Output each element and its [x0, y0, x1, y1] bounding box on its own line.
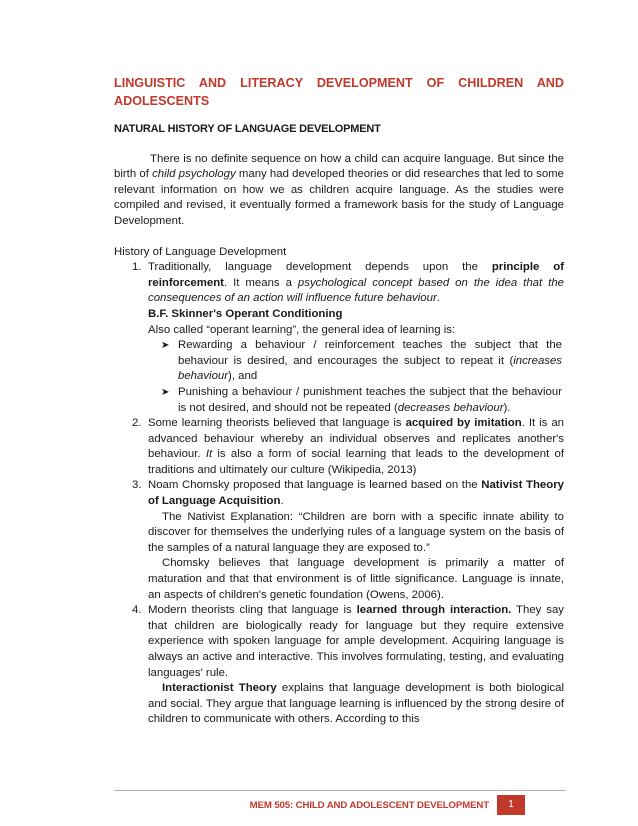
- bullet-1-text-a: Rewarding a behaviour / reinforcement teaches the subject that the behaviour is desired, and encourages the subject to repeat it (: [178, 339, 562, 367]
- item-2-text-a: Some learning theorists believed that language is: [148, 417, 406, 430]
- intro-text-2: many had developed theories or did researches that led to some relevant information on how we as children acquire language. As the studies were compiled and revised, it eventually formed a framework basis for the study of Language Development.: [114, 168, 564, 227]
- item-1-italic: psychological concept based on the idea that the consequences of an action will influence future behaviour: [148, 276, 564, 305]
- item-4-bold: learned through interaction.: [356, 604, 512, 617]
- item-1-text: [148, 260, 564, 307]
- item-2-text-c: is also a form of social learning that leads to the development of traditions and ultimately our culture (Wikipedia, 2013): [148, 448, 564, 476]
- list-item-2: [114, 416, 564, 478]
- document-page: [114, 74, 564, 728]
- history-list: [114, 260, 564, 728]
- operant-intro: Also called “operant learning”, the general idea of learning is:: [148, 323, 456, 336]
- nativist-explanation: The Nativist Explanation: “Children are born with a specific innate ability to discover for themselves the underlying rules of a language system on the basis of the samples of a natural language they are exposed to.”: [148, 510, 564, 554]
- section-heading: NATURAL HISTORY OF LANGUAGE DEVELOPMENT: [114, 123, 381, 135]
- item-4-text: [148, 603, 564, 681]
- intro-emphasis: child psychology: [152, 168, 236, 181]
- item-1-text-a: Traditionally, language development depends upon the: [148, 261, 492, 274]
- bullet-item: [148, 385, 564, 416]
- bullet-2-italic: decreases behaviour: [397, 401, 504, 414]
- item-2-italic: It: [205, 448, 213, 461]
- document-title: LINGUISTIC AND LITERACY DEVELOPMENT OF CHILDREN AND ADOLESCENTS: [114, 76, 564, 108]
- item-number: 4.: [132, 604, 142, 617]
- interactionist-paragraph: [148, 681, 564, 728]
- item-2-text: [148, 416, 564, 478]
- list-item-1: [114, 260, 564, 416]
- item-3-text-b: .: [280, 495, 284, 508]
- interactionist-bold: Interactionist Theory: [162, 682, 277, 695]
- item-2-bold: acquired by imitation: [405, 417, 522, 430]
- item-4-text-a: Modern theorists cling that language is: [148, 604, 357, 617]
- item-number: 2.: [132, 417, 142, 430]
- item-1-text-b: . It means a: [223, 276, 298, 289]
- arrow-bullet-icon: ➤: [161, 340, 170, 352]
- item-3-bold: Nativist Theory of Language Acquisition: [148, 479, 564, 508]
- item-4-text-b: They say that children are biologically ready for language but they require extensive experience with spoken language for ample development. Acquiring language is always an active and interactive. This involves formulating, testing, and evaluating languages' rule.: [148, 604, 564, 679]
- skinner-heading: B.F. Skinner's Operant Conditioning: [148, 307, 343, 320]
- chomsky-belief: Chomsky believes that language development is primarily a matter of maturation and that that environment is of little significance. Language is innate, an aspects of children's genetic foundation (Owens, 2006).: [148, 557, 564, 601]
- interactionist-text: explains that language development is both biological and social. They argue that language learning is influenced by the strong desire of children to communicate with others. According to this: [148, 682, 564, 726]
- item-3-text-a: Noam Chomsky proposed that language is learned based on the: [148, 479, 482, 492]
- list-item-4: [114, 603, 564, 728]
- item-3-text: [148, 478, 564, 509]
- bullet-1-text-b: ), and: [228, 370, 258, 383]
- list-item-3: [114, 478, 564, 603]
- history-label: History of Language Development: [114, 245, 287, 258]
- item-1-bold: principle of reinforcement: [148, 261, 564, 289]
- bullet-2-text-a: Punishing a behaviour / punishment teaches the subject that the behaviour is not desired, and should not be repeated (: [178, 385, 562, 414]
- page-footer: [250, 795, 525, 815]
- intro-text-1: There is no definite sequence on how a child can acquire language. But since the birth of: [114, 152, 564, 181]
- item-number: 3.: [132, 479, 142, 492]
- footer-divider: [114, 790, 566, 791]
- bullet-1-italic: increases behaviour: [178, 354, 562, 383]
- item-2-text-b: . It is an advanced behaviour whereby an individual observes and replicates another's behaviour.: [148, 417, 564, 461]
- page-number: 1: [497, 795, 525, 815]
- item-1-text-c: .: [436, 292, 440, 305]
- arrow-bullet-icon: ➤: [161, 386, 170, 398]
- intro-paragraph: [114, 152, 564, 230]
- footer-course-label: MEM 505: CHILD AND ADOLESCENT DEVELOPMENT: [249, 799, 489, 811]
- bullet-2-text-b: ).: [503, 401, 511, 414]
- item-number: 1.: [132, 261, 142, 274]
- bullet-item: [148, 338, 564, 385]
